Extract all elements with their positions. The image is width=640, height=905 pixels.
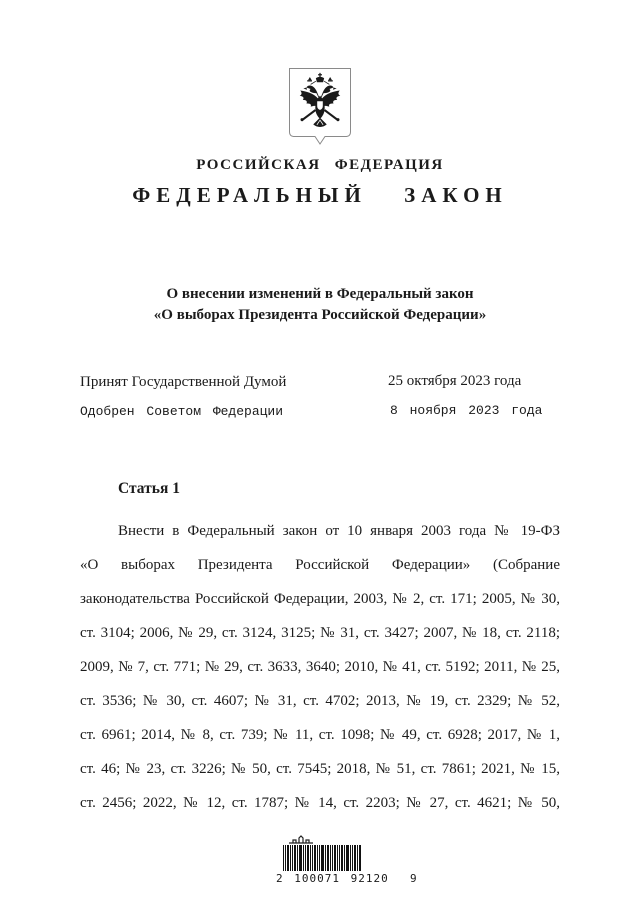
law-title-line1: О внесении изменений в Федеральный закон xyxy=(166,286,474,302)
body-line: 2009, № 7, ст. 771; № 29, ст. 3633, 3640; 2010, № 41, ст. 5192; 2011, № 25, xyxy=(80,659,560,675)
body-line: Внести в Федеральный закон от 10 января 2003 года № 19-ФЗ xyxy=(118,523,560,539)
coat-of-arms-icon xyxy=(287,67,353,147)
adopted-by-duma-date: 25 октября 2023 года xyxy=(388,373,522,389)
coat-of-arms-emblem xyxy=(287,67,353,147)
barcode-bars xyxy=(283,845,361,871)
print-mark-icon xyxy=(288,834,314,844)
registration-barcode xyxy=(276,834,418,885)
barcode-digits: 2 100071 92120 9 xyxy=(276,872,418,885)
body-line: ст. 3536; № 30, ст. 4607; № 31, ст. 4702; 2013, № 19, ст. 2329; № 52, xyxy=(80,693,560,709)
body-line: ст. 2456; 2022, № 12, ст. 1787; № 14, ст. 2203; № 27, ст. 4621; № 50, xyxy=(80,795,560,811)
approved-by-council-label: Одобрен Советом Федерации xyxy=(80,404,284,419)
body-line: законодательства Российской Федерации, 2003, № 2, ст. 171; 2005, № 30, xyxy=(80,591,560,607)
law-title-line2: «О выборах Президента Российской Федерации» xyxy=(153,307,487,323)
approved-by-council-date: 8 ноября 2023 года xyxy=(390,403,543,418)
article-1-heading: Статья 1 xyxy=(118,480,180,497)
body-line: ст. 6961; 2014, № 8, ст. 739; № 11, ст. 1098; № 49, ст. 6928; 2017, № 1, xyxy=(80,727,560,743)
body-line: «О выборах Президента Российской Федерации» (Собрание xyxy=(80,557,560,573)
country-heading: РОССИЙСКАЯ ФЕДЕРАЦИЯ xyxy=(196,157,444,173)
body-line: ст. 3104; 2006, № 29, ст. 3124, 3125; № 31, ст. 3427; 2007, № 18, ст. 2118; xyxy=(80,625,560,641)
law-title xyxy=(70,284,570,326)
double-headed-eagle-icon xyxy=(300,73,341,127)
adopted-by-duma-label: Принят Государственной Думой xyxy=(80,374,287,390)
document-type-heading: ФЕДЕРАЛЬНЫЙ ЗАКОН xyxy=(132,183,508,207)
body-line: ст. 46; № 23, ст. 3226; № 50, ст. 7545; 2018, № 51, ст. 7861; 2021, № 15, xyxy=(80,761,560,777)
article-body xyxy=(80,514,560,820)
